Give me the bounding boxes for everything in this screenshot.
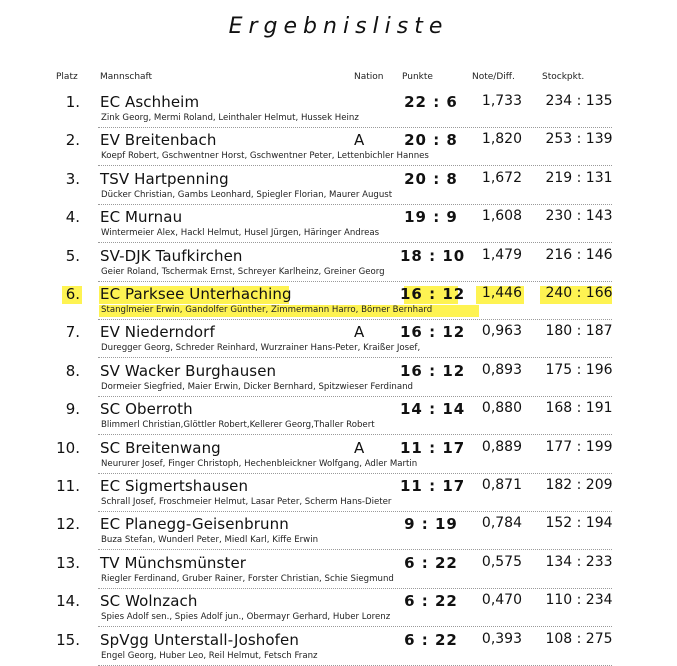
rank-cell: 6. (65, 285, 80, 303)
table-row (0, 589, 677, 627)
points-cell: 20 : 8 (404, 131, 458, 150)
note-diff-cell: 0,880 (481, 400, 522, 417)
players-list: Blimmerl Christian,Glöttler Robert,Kellerer Georg,Thaller Robert (101, 420, 375, 431)
rank-cell: 14. (56, 592, 80, 611)
rank-cell: 4. (65, 208, 80, 227)
rank-cell: 13. (56, 553, 80, 572)
table-row (0, 244, 677, 282)
points-cell: 19 : 9 (404, 208, 458, 227)
note-diff-cell: 1,820 (481, 131, 522, 148)
stockpunkte-cell: 216 : 146 (545, 246, 613, 263)
players-list: Duregger Georg, Schreder Reinhard, Wurzrainer Hans-Peter, Kraißer Josef, (101, 343, 421, 354)
team-name: EC Planegg-Geisenbrunn (100, 515, 289, 534)
players-list: Buza Stefan, Wunderl Peter, Miedl Karl, Kiffe Erwin (101, 535, 319, 546)
players-list: Schrall Josef, Froschmeier Helmut, Lasar Peter, Scherm Hans-Dieter (101, 497, 392, 507)
row-divider (98, 665, 612, 666)
team-name: EC Aschheim (100, 93, 200, 111)
rank-cell: 2. (65, 131, 80, 150)
table-row (0, 320, 677, 358)
header-note: Note/Diff. (472, 72, 515, 82)
team-name: TSV Hartpenning (100, 169, 229, 188)
rank-cell: 10. (56, 438, 80, 457)
players-list: Spies Adolf sen., Spies Adolf jun., Obermayr Gerhard, Huber Lorenz (101, 612, 391, 623)
rank-cell: 9. (65, 400, 80, 419)
table-row (0, 282, 677, 320)
stockpunkte-cell: 230 : 143 (545, 208, 613, 225)
table-row (0, 167, 677, 205)
nation-cell: A (354, 323, 365, 342)
table-row (0, 436, 677, 474)
points-cell: 16 : 12 (400, 323, 466, 342)
stockpunkte-cell: 234 : 135 (545, 93, 613, 109)
points-cell: 16 : 12 (400, 361, 466, 380)
nation-cell: A (354, 438, 365, 457)
stockpunkte-cell: 110 : 234 (545, 592, 613, 609)
stockpunkte-cell: 108 : 275 (545, 630, 613, 647)
rank-cell: 12. (56, 515, 80, 534)
header-nation: Nation (354, 72, 384, 82)
players-list: Riegler Ferdinand, Gruber Rainer, Forster Christian, Schie Siegmund (101, 573, 394, 584)
note-diff-cell: 0,470 (481, 592, 522, 609)
team-name: EC Parksee Unterhaching (100, 285, 292, 303)
table-row (0, 512, 677, 550)
rank-cell: 3. (65, 169, 80, 188)
stockpunkte-cell: 152 : 194 (545, 515, 613, 532)
team-name: TV Münchsmünster (100, 553, 247, 572)
points-cell: 11 : 17 (400, 477, 466, 495)
points-cell: 6 : 22 (404, 553, 458, 572)
note-diff-cell: 1,608 (481, 208, 522, 225)
table-row (0, 397, 677, 435)
players-list: Dücker Christian, Gambs Leonhard, Spiegler Florian, Maurer August (101, 189, 393, 200)
header-punkte: Punkte (402, 72, 433, 82)
stockpunkte-cell: 177 : 199 (545, 438, 613, 455)
team-name: EV Niederndorf (100, 323, 215, 342)
points-cell: 9 : 19 (404, 515, 458, 534)
points-cell: 6 : 22 (404, 630, 458, 649)
team-name: SC Oberroth (100, 400, 193, 419)
players-list: Dormeier Siegfried, Maier Erwin, Dicker Bernhard, Spitzwieser Ferdinand (101, 381, 413, 392)
team-name: SC Breitenwang (100, 438, 221, 457)
points-cell: 6 : 22 (404, 592, 458, 611)
stockpunkte-cell: 182 : 209 (545, 477, 613, 493)
team-name: EC Murnau (100, 208, 183, 227)
note-diff-cell: 1,672 (481, 169, 522, 186)
stockpunkte-cell: 180 : 187 (545, 323, 613, 340)
rank-cell: 8. (65, 361, 80, 380)
note-diff-cell: 0,393 (481, 630, 522, 647)
rank-cell: 11. (56, 477, 80, 495)
note-diff-cell: 0,889 (481, 438, 522, 455)
header-stockpkt: Stockpkt. (542, 72, 585, 82)
note-diff-cell: 1,479 (481, 246, 522, 263)
table-row (0, 551, 677, 589)
players-list: Stanglmeier Erwin, Gandolfer Günther, Zimmermann Harro, Börner Bernhard (101, 305, 433, 315)
header-mannschaft: Mannschaft (100, 72, 153, 82)
team-name: SC Wolnzach (100, 592, 198, 611)
points-cell: 11 : 17 (400, 438, 466, 457)
table-row (0, 628, 677, 666)
points-cell: 16 : 12 (400, 285, 466, 303)
team-name: EC Sigmertshausen (100, 477, 249, 495)
table-row (0, 128, 677, 166)
players-list: Zink Georg, Mermi Roland, Leinthaler Helmut, Hussek Heinz (101, 113, 359, 123)
note-diff-cell: 0,871 (481, 477, 522, 493)
note-diff-cell: 0,575 (481, 553, 522, 570)
stockpunkte-cell: 134 : 233 (545, 553, 613, 570)
rank-cell: 1. (65, 93, 80, 111)
players-list: Wintermeier Alex, Hackl Helmut, Husel Jürgen, Häringer Andreas (101, 228, 380, 239)
team-name: SV-DJK Taufkirchen (100, 246, 243, 265)
points-cell: 18 : 10 (400, 246, 466, 265)
players-list: Neururer Josef, Finger Christoph, Hechenbleickner Wolfgang, Adler Martin (101, 458, 418, 469)
team-name: SV Wacker Burghausen (100, 361, 277, 380)
table-row (0, 90, 677, 128)
stockpunkte-cell: 240 : 166 (545, 285, 613, 301)
players-list: Koepf Robert, Gschwentner Horst, Gschwentner Peter, Lettenbichler Hannes (101, 151, 429, 162)
table-row (0, 474, 677, 512)
rank-cell: 7. (65, 323, 80, 342)
header-platz: Platz (56, 72, 78, 82)
note-diff-cell: 0,784 (481, 515, 522, 532)
note-diff-cell: 1,733 (481, 93, 522, 109)
points-cell: 22 : 6 (404, 93, 458, 111)
table-row (0, 205, 677, 243)
stockpunkte-cell: 168 : 191 (545, 400, 613, 417)
team-name: SpVgg Unterstall-Joshofen (100, 630, 299, 649)
stockpunkte-cell: 219 : 131 (545, 169, 613, 186)
team-name: EV Breitenbach (100, 131, 217, 150)
stockpunkte-cell: 175 : 196 (545, 361, 613, 378)
nation-cell: A (354, 131, 365, 150)
note-diff-cell: 1,446 (481, 285, 522, 301)
table-row (0, 359, 677, 397)
rank-cell: 15. (56, 630, 80, 649)
points-cell: 14 : 14 (400, 400, 466, 419)
note-diff-cell: 0,893 (481, 361, 522, 378)
players-list: Engel Georg, Huber Leo, Reil Helmut, Fetsch Franz (101, 650, 318, 661)
points-cell: 20 : 8 (404, 169, 458, 188)
note-diff-cell: 0,963 (481, 323, 522, 340)
page-title: Ergebnisliste (228, 14, 449, 39)
stockpunkte-cell: 253 : 139 (545, 131, 613, 148)
players-list: Geier Roland, Tschermak Ernst, Schreyer Karlheinz, Greiner Georg (101, 266, 385, 277)
rank-cell: 5. (65, 246, 80, 265)
